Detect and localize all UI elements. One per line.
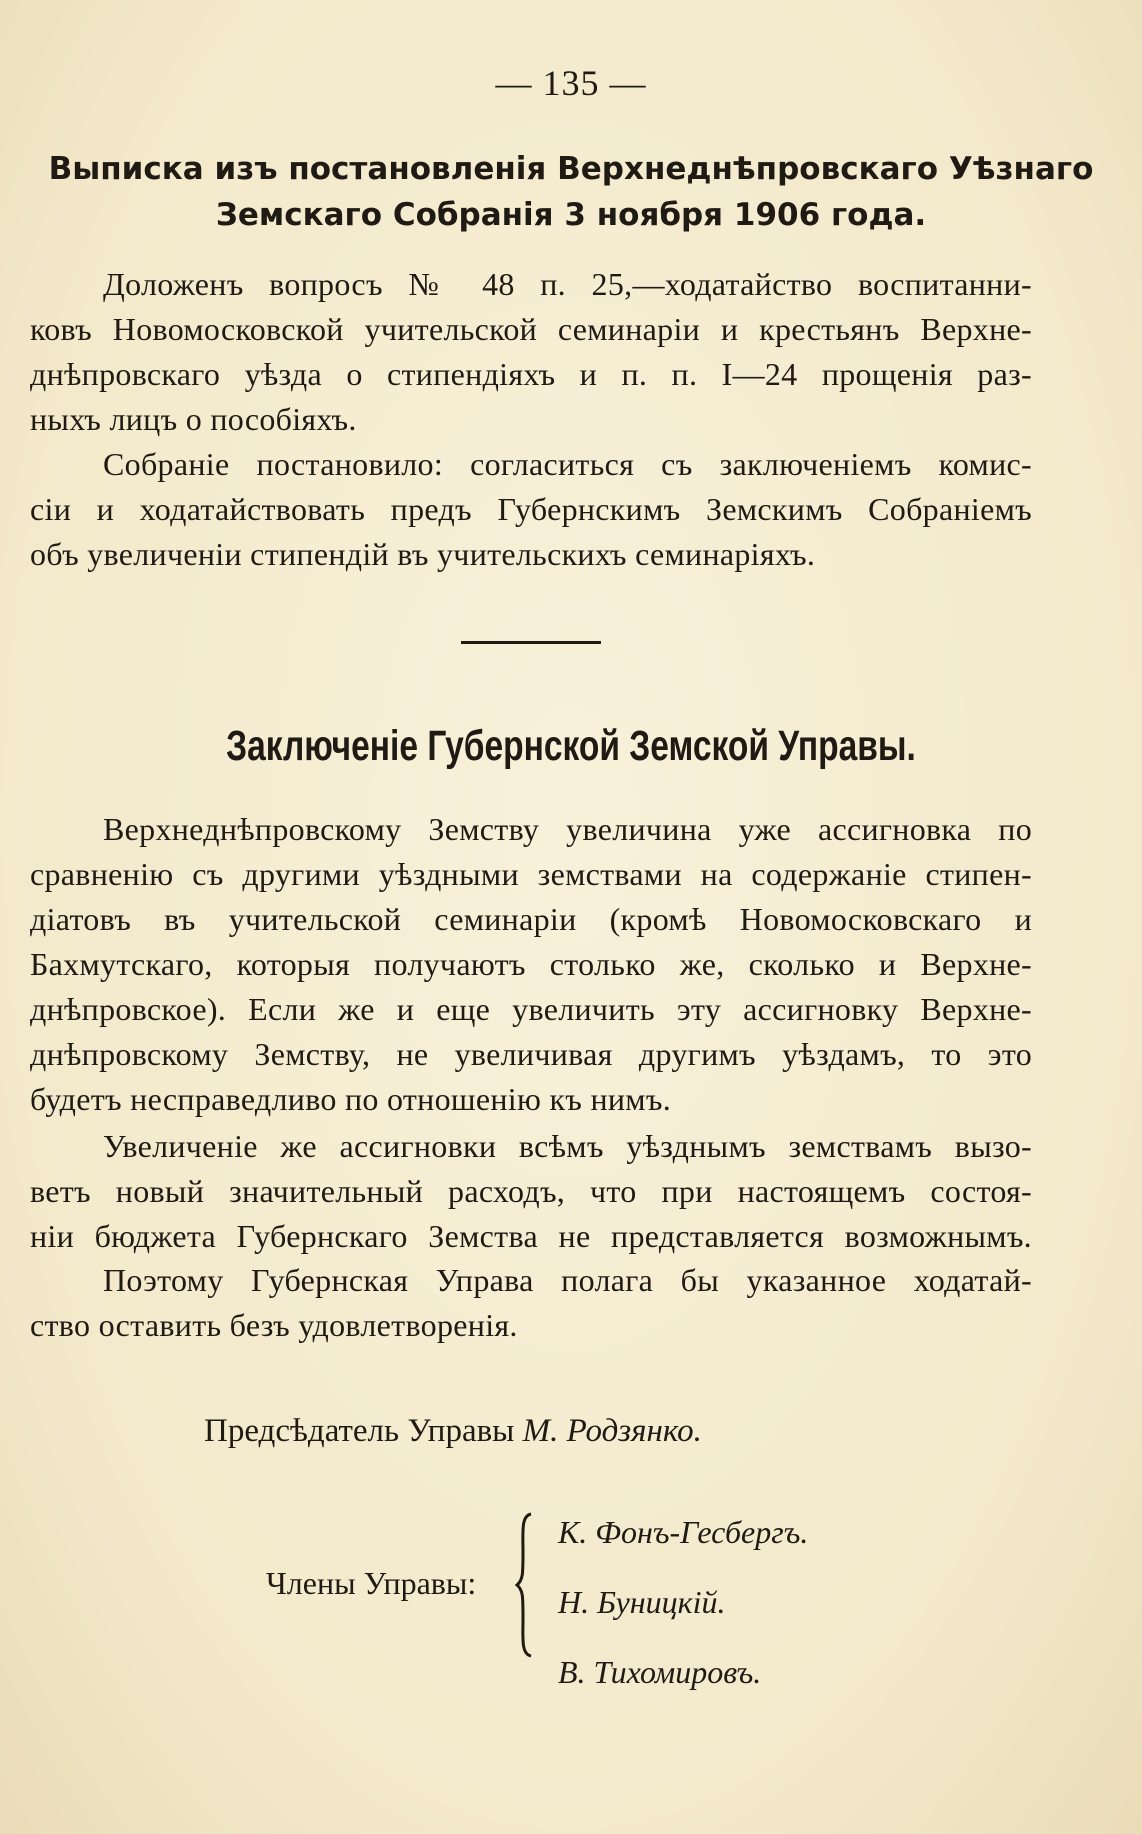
text-line: сравненію съ другими уѣздными земствами на содержаніе стипен- [30,856,1032,892]
text-line: Верхнеднѣпровскому Земству увеличина уже ассигновка по [103,811,1032,847]
section-heading: Заключеніе Губернской Земской Управы. [226,722,916,770]
text-line: днѣпровское). Если же и еще увеличить эту ассигновку Верхне- [30,991,1032,1027]
text-line: ныхъ лицъ о пособіяхъ. [30,401,357,437]
document-title [30,146,1112,238]
chairman-label: Предсѣдатель Управы [204,1413,515,1449]
member-name: В. Тихомировъ. [558,1654,762,1690]
member-name: Н. Буницкій. [558,1584,726,1620]
title-line: Земскаго Собранія 3 ноября 1906 года. [215,197,927,233]
members-list [558,1497,808,1707]
member-name: К. Фонъ-Гесбергъ. [558,1514,809,1550]
text-line: ство оставить безъ удовлетворенія. [30,1307,518,1343]
text-line: ветъ новый значительный расходъ, что при настоящемъ состоя- [30,1173,1032,1209]
text-line: сіи и ходатайствовать предъ Губернскимъ Земскимъ Собраніемъ [30,491,1032,527]
paragraph-expense [30,1124,1032,1259]
text-line: будетъ несправедливо по отношенію къ нимъ. [30,1081,672,1117]
text-line: Увеличеніе же ассигновки всѣмъ уѣзднымъ земствамъ вызо- [103,1128,1032,1164]
paragraph-resolution-question [30,262,1032,442]
text-line: діатовъ въ учительской семинаріи (кромѣ Новомосковскаго и [30,901,1032,937]
text-line: Поэтому Губернская Управа полага бы указанное ходатай- [103,1262,1032,1298]
text-line: Бахмутскаго, которыя получаютъ столько же, сколько и Верхне- [30,946,1032,982]
page-number: — 135 — [495,63,647,103]
text-line: объ увеличеніи стипендій въ учительскихъ семинаріяхъ. [30,536,816,572]
paragraph-recommendation [30,1258,1032,1348]
curly-brace-icon [515,1512,535,1658]
chairman-signature [204,1413,702,1450]
title-line: Выписка изъ постановленія Верхнеднѣпровскаго Уѣзнаго [48,151,1094,187]
text-line: днѣпровскому Земству, не увеличивая другимъ уѣздамъ, то это [30,1036,1032,1072]
chairman-name: М. Родзянко. [522,1413,702,1449]
text-line: Доложенъ вопросъ № 48 п. 25,—ходатайство воспитанни- [103,266,1032,302]
text-line: ніи бюджета Губернскаго Земства не представляется возможнымъ. [30,1218,1032,1254]
text-line: Собраніе постановило: согласиться съ заключеніемъ комис- [103,446,1032,482]
text-line: ковъ Новомосковской учительской семинаріи и крестьянъ Верхне- [30,311,1032,347]
text-line: днѣпровскаго уѣзда о стипендіяхъ и п. п. I—24 прощенія раз- [30,356,1032,392]
members-label: Члены Управы: [266,1565,477,1601]
section-divider [461,641,601,644]
paragraph-conclusion [30,807,1032,1122]
paragraph-assembly-decision [30,442,1032,577]
